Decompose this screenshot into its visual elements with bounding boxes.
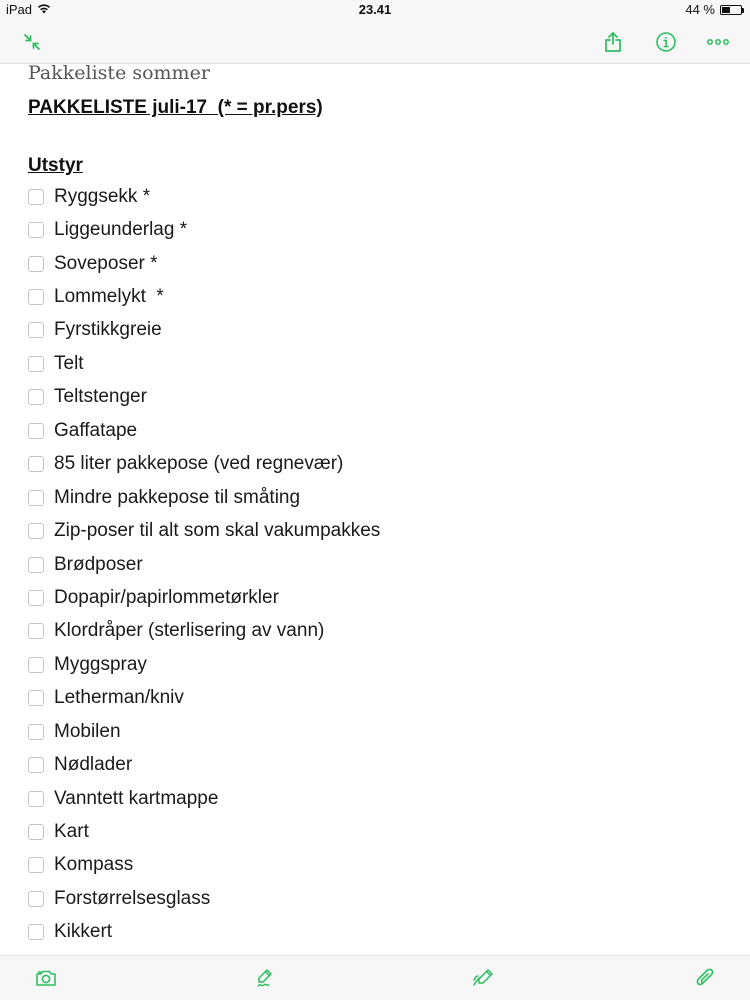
checklist-item (28, 882, 380, 915)
checkbox[interactable] (28, 423, 44, 439)
checklist-item-label: Zip-poser til alt som skal vakumpakkes (54, 520, 381, 542)
checklist-item-label: Liggeunderlag * (54, 219, 188, 241)
checkbox[interactable] (28, 924, 44, 940)
checklist-item-label: Teltstenger (54, 386, 147, 408)
checkbox[interactable] (28, 456, 44, 472)
share-icon[interactable] (598, 27, 628, 57)
checkbox[interactable] (28, 891, 44, 907)
checkbox[interactable] (28, 289, 44, 305)
checkbox[interactable] (28, 791, 44, 807)
checkbox[interactable] (28, 523, 44, 539)
sketch-icon[interactable] (469, 964, 499, 992)
checklist-item-label: Soveposer * (54, 252, 158, 274)
checklist-item-label: Vanntett kartmappe (54, 787, 219, 809)
checklist-item (28, 514, 380, 547)
checklist-item-label: Kikkert (54, 921, 113, 943)
camera-icon[interactable] (31, 964, 61, 992)
checklist-item (28, 414, 380, 447)
checklist-item-label: Telt (54, 352, 84, 374)
checklist-item (28, 448, 380, 481)
checkbox[interactable] (28, 757, 44, 773)
info-icon[interactable] (651, 27, 681, 57)
checklist-item (28, 213, 380, 246)
battery-icon (720, 5, 742, 15)
note-heading: PAKKELISTE juli-17 (* = pr.pers) (28, 97, 323, 118)
checkbox[interactable] (28, 824, 44, 840)
collapse-arrows-icon[interactable] (17, 27, 47, 57)
checklist-item (28, 782, 380, 815)
checkbox[interactable] (28, 189, 44, 205)
checkbox[interactable] (28, 389, 44, 405)
checklist-item (28, 280, 380, 313)
checklist-item-label: Mobilen (54, 720, 121, 742)
checkbox[interactable] (28, 623, 44, 639)
checklist-item-label: Nødlader (54, 754, 133, 776)
checklist-item (28, 615, 380, 648)
status-bar (0, 0, 750, 20)
checklist-item-label: Brødposer (54, 553, 143, 575)
checklist-item-label: Forstørrelsesglass (54, 887, 211, 909)
checklist-item-label: Lommelykt * (54, 286, 164, 308)
checklist-item-label: Kart (54, 821, 89, 843)
checklist-item-label: Klordråper (sterlisering av vann) (54, 620, 325, 642)
checkbox[interactable] (28, 590, 44, 606)
checkbox[interactable] (28, 557, 44, 573)
checklist-item (28, 581, 380, 614)
checklist-item (28, 682, 380, 715)
clock: 23.41 (358, 2, 392, 17)
checklist-item-label: Ryggsekk * (54, 185, 151, 207)
checklist-item (28, 481, 380, 514)
checkbox[interactable] (28, 322, 44, 338)
checklist-item (28, 815, 380, 848)
checkbox[interactable] (28, 857, 44, 873)
checkbox[interactable] (28, 657, 44, 673)
battery-level (722, 7, 730, 13)
checkbox[interactable] (28, 690, 44, 706)
checklist-item-label: Dopapir/papirlommetørkler (54, 586, 279, 608)
checklist-item (28, 715, 380, 748)
checkbox[interactable] (28, 256, 44, 272)
checklist-item-label: Gaffatape (54, 419, 138, 441)
checklist-item-label: Letherman/kniv (54, 687, 184, 709)
checklist-item (28, 548, 380, 581)
checkbox[interactable] (28, 724, 44, 740)
device-name: iPad (6, 2, 33, 17)
checklist (28, 180, 380, 949)
checklist-item-label: Kompass (54, 854, 134, 876)
checkbox[interactable] (28, 356, 44, 372)
note-toolbar (0, 20, 750, 64)
checklist-item (28, 381, 380, 414)
checklist-item-label: 85 liter pakkepose (ved regnevær) (54, 453, 344, 475)
section-heading: Utstyr (28, 155, 83, 176)
note-title[interactable]: Pakkeliste sommer (28, 62, 210, 84)
checklist-item (28, 916, 380, 949)
checkbox[interactable] (28, 490, 44, 506)
checklist-item (28, 849, 380, 882)
checklist-item (28, 748, 380, 781)
checklist-item-label: Fyrstikkgreie (54, 319, 162, 341)
checkbox[interactable] (28, 222, 44, 238)
battery-percent: 44 % (685, 2, 715, 17)
checklist-item-label: Myggspray (54, 653, 147, 675)
checklist-item (28, 347, 380, 380)
handwriting-icon[interactable] (250, 964, 280, 992)
more-dots-icon[interactable] (703, 27, 733, 57)
paperclip-icon[interactable] (690, 964, 720, 992)
checklist-item (28, 648, 380, 681)
checklist-item-label: Mindre pakkepose til småting (54, 486, 301, 508)
checklist-item (28, 314, 380, 347)
checklist-item (28, 247, 380, 280)
checklist-item (28, 180, 380, 213)
bottom-toolbar (0, 955, 750, 1000)
